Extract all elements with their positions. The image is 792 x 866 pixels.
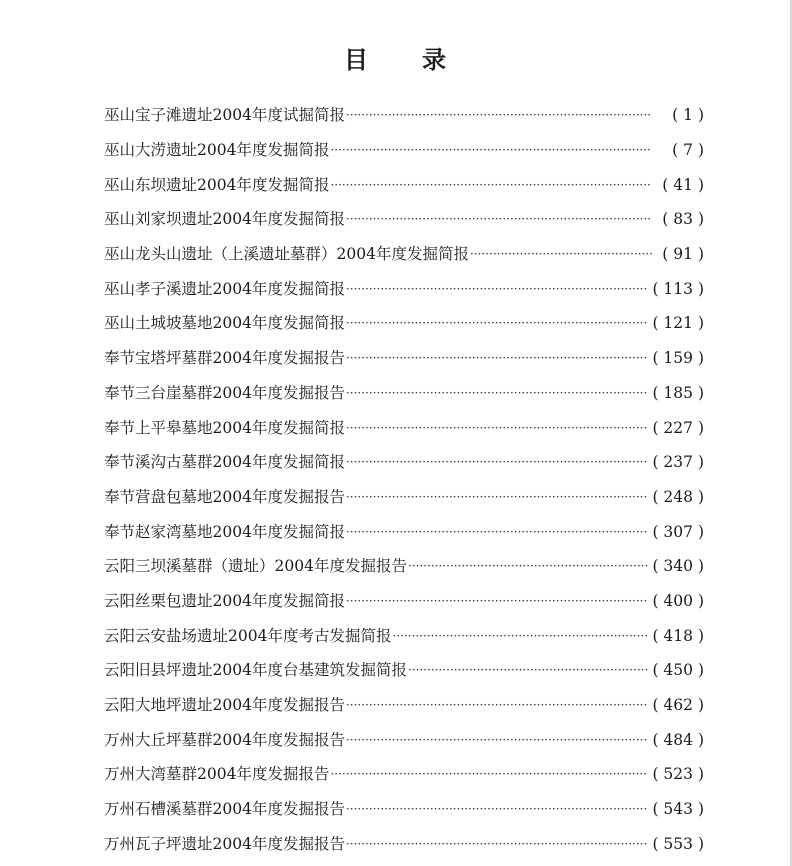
- toc-entry[interactable]: [104, 618, 704, 653]
- toc-entry-title: 巫山土城坡墓地2004年度发掘简报: [104, 314, 345, 333]
- toc-entry-title: 云阳大地坪遗址2004年度发掘报告: [104, 696, 345, 715]
- toc-entry-title: 奉节上平皋墓地2004年度发掘简报: [104, 418, 345, 437]
- toc-leader-dots: [346, 725, 648, 755]
- toc-entry-title: 万州大丘坪墓群2004年度发掘报告: [104, 730, 345, 749]
- toc-entry[interactable]: [104, 202, 704, 237]
- toc-leader-dots: [346, 517, 648, 547]
- toc-entry-page: ( 340 ): [652, 551, 704, 581]
- toc-entry-title: 万州瓦子坪遗址2004年度发掘报告: [104, 834, 345, 853]
- toc-entry[interactable]: [104, 167, 704, 202]
- toc-entry-page: ( 523 ): [652, 759, 704, 789]
- toc-entry-page: ( 227 ): [652, 413, 704, 443]
- toc-leader-dots: [330, 135, 652, 165]
- toc-leader-dots: [408, 655, 648, 685]
- toc-entry-page: ( 185 ): [652, 378, 704, 408]
- page-title: 目 录: [344, 45, 448, 74]
- toc-entry-page: ( 159 ): [652, 343, 704, 373]
- toc-leader-dots: [346, 586, 648, 616]
- toc-leader-dots: [346, 829, 648, 859]
- toc-leader-dots: [346, 690, 648, 720]
- toc-entry-page: ( 91 ): [656, 239, 704, 269]
- toc-entry[interactable]: [104, 584, 704, 619]
- toc-leader-dots: [330, 759, 648, 789]
- toc-entry[interactable]: [104, 271, 704, 306]
- toc-entry-title: 万州大湾墓群2004年度发掘报告: [104, 765, 330, 784]
- toc-leader-dots: [346, 204, 652, 234]
- toc-entry-page: ( 543 ): [652, 794, 704, 824]
- toc-entry-title: 巫山东坝遗址2004年度发掘简报: [104, 175, 330, 194]
- toc-entry-title: 奉节宝塔坪墓群2004年度发掘报告: [104, 349, 345, 368]
- toc-entry[interactable]: [104, 133, 704, 168]
- toc-entry-page: ( 7 ): [656, 135, 704, 165]
- toc-leader-dots: [346, 447, 648, 477]
- toc-entry[interactable]: [104, 306, 704, 341]
- toc-leader-dots: [346, 482, 648, 512]
- toc-entry-title: 奉节营盘包墓地2004年度发掘报告: [104, 487, 345, 506]
- toc-entry[interactable]: [104, 757, 704, 792]
- toc-leader-dots: [346, 413, 648, 443]
- toc-entry-page: ( 450 ): [652, 655, 704, 685]
- toc-entry[interactable]: [104, 722, 704, 757]
- toc-leader-dots: [470, 239, 652, 269]
- toc-entry-page: ( 553 ): [652, 829, 704, 859]
- toc-entry-title: 巫山龙头山遗址（上溪遗址墓群）2004年度发掘简报: [104, 245, 469, 264]
- toc-entry-page: ( 248 ): [652, 482, 704, 512]
- toc-leader-dots: [346, 308, 648, 338]
- toc-entry[interactable]: [104, 237, 704, 272]
- toc-leader-dots: [346, 274, 648, 304]
- toc-entry-title: 巫山宝子滩遗址2004年度试掘简报: [104, 106, 345, 125]
- toc-entry[interactable]: [104, 480, 704, 515]
- toc-entry[interactable]: [104, 445, 704, 480]
- toc-entry[interactable]: [104, 549, 704, 584]
- toc-entry-page: ( 121 ): [652, 308, 704, 338]
- toc-entry-title: 万州石槽溪墓群2004年度发掘报告: [104, 800, 345, 819]
- toc-entry-page: ( 237 ): [652, 447, 704, 477]
- toc-entry-title: 云阳旧县坪遗址2004年度台基建筑发掘简报: [104, 661, 407, 680]
- table-of-contents: [104, 98, 704, 861]
- toc-entry-page: ( 418 ): [652, 621, 704, 651]
- toc-entry-page: ( 83 ): [656, 204, 704, 234]
- toc-entry-title: 云阳三坝溪墓群（遗址）2004年度发掘报告: [104, 557, 407, 576]
- toc-entry[interactable]: [104, 826, 704, 861]
- toc-entry-title: 巫山孝子溪遗址2004年度发掘简报: [104, 279, 345, 298]
- toc-entry[interactable]: [104, 514, 704, 549]
- toc-entry-page: ( 113 ): [652, 274, 704, 304]
- toc-entry-title: 巫山大涝遗址2004年度发掘简报: [104, 141, 330, 160]
- toc-entry-title: 云阳云安盐场遗址2004年度考古发掘简报: [104, 626, 392, 645]
- toc-entry-title: 巫山刘家坝遗址2004年度发掘简报: [104, 210, 345, 229]
- toc-entry[interactable]: [104, 653, 704, 688]
- toc-entry-title: 奉节赵家湾墓地2004年度发掘简报: [104, 522, 345, 541]
- toc-entry-page: ( 41 ): [656, 170, 704, 200]
- toc-entry-page: ( 462 ): [652, 690, 704, 720]
- toc-leader-dots: [408, 551, 648, 581]
- toc-entry[interactable]: [104, 341, 704, 376]
- toc-entry[interactable]: [104, 688, 704, 723]
- toc-entry-page: ( 307 ): [652, 517, 704, 547]
- toc-entry-page: ( 400 ): [652, 586, 704, 616]
- toc-leader-dots: [346, 343, 648, 373]
- toc-leader-dots: [392, 621, 648, 651]
- toc-leader-dots: [330, 170, 652, 200]
- toc-entry-title: 奉节溪沟古墓群2004年度发掘简报: [104, 453, 345, 472]
- toc-leader-dots: [346, 378, 648, 408]
- toc-leader-dots: [346, 100, 652, 130]
- toc-entry[interactable]: [104, 376, 704, 411]
- toc-entry-title: 奉节三台崖墓群2004年度发掘报告: [104, 383, 345, 402]
- toc-entry-page: ( 1 ): [656, 100, 704, 130]
- toc-entry-page: ( 484 ): [652, 725, 704, 755]
- toc-entry[interactable]: [104, 98, 704, 133]
- toc-entry-title: 云阳丝栗包遗址2004年度发掘简报: [104, 591, 345, 610]
- toc-entry[interactable]: [104, 410, 704, 445]
- toc-entry[interactable]: [104, 792, 704, 827]
- toc-leader-dots: [346, 794, 648, 824]
